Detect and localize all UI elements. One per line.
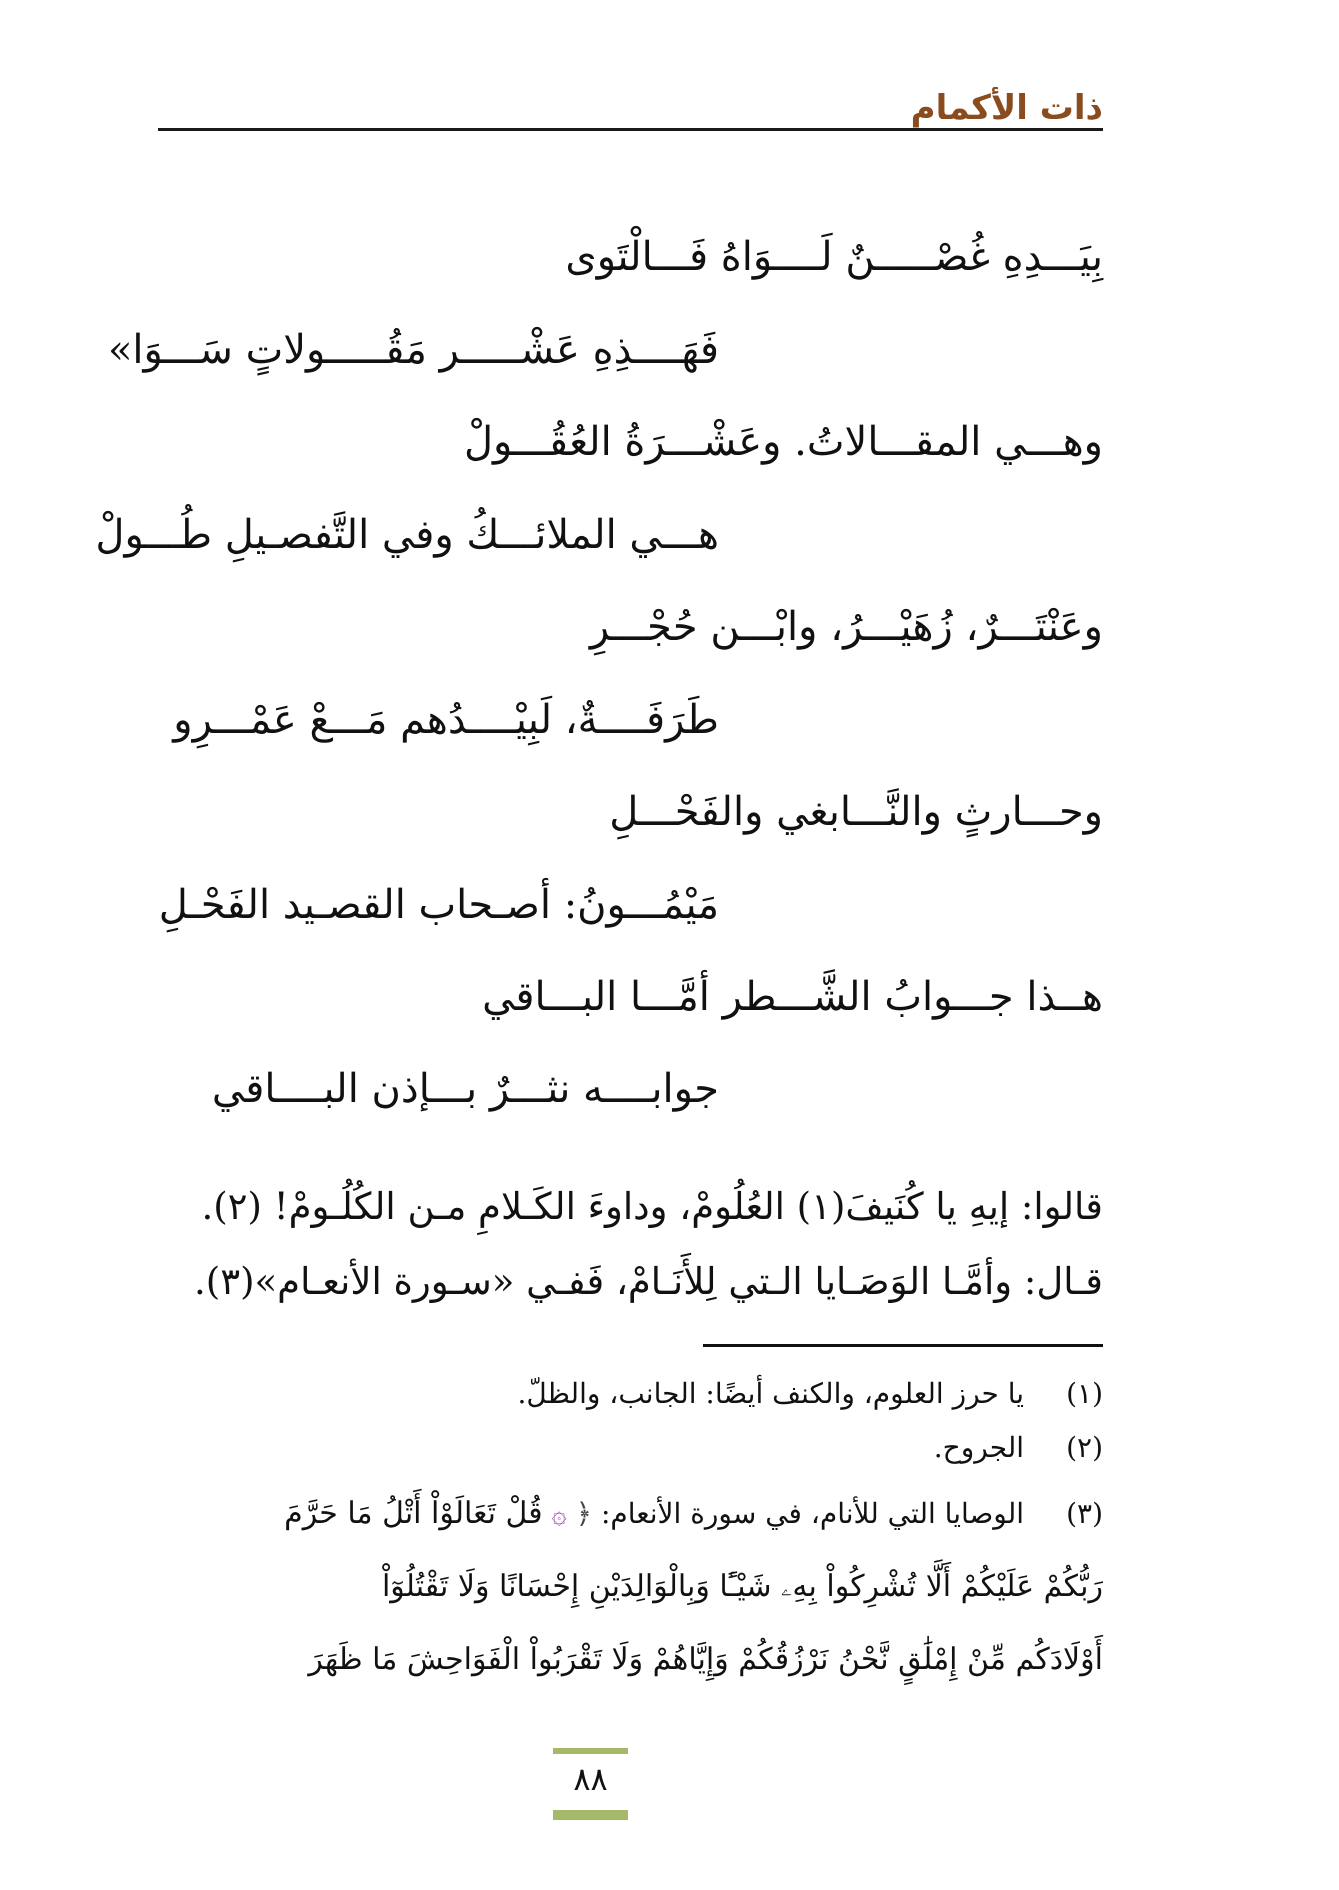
verse-line: مَيْمُـــونُ: أصـحاب القصـيد الفَحْـلِ <box>158 882 719 928</box>
verse-line: وحـــارثٍ والنَّـــابغي والفَحْـــلِ <box>609 789 1103 835</box>
footnote <box>158 1374 1103 1414</box>
verse-line: وهـــي المقـــالاتُ. وعَشْـــرَةُ العُقُـــولْ <box>463 419 1103 465</box>
page-number: ٨٨ <box>573 1760 608 1798</box>
quran-verse-text: أَوْلَادَكُم مِّنْ إِمْلَٰقٍ نَّحْنُ نَرْزُقُكُمْ وَإِيَّاهُمْ وَلَا تَقْرَبُواْ الْفَوَاحِشَ مَا ظَهَرَ <box>308 1642 1103 1677</box>
footnote-text: يا حرز العلوم، والكنف أيضًا: الجانب، والظلّ. <box>517 1377 1025 1410</box>
verse-line: هـــي الملائـــكُ وفي التَّفصـيلِ طُـــولْ <box>95 512 719 558</box>
footnote-separator <box>703 1344 1103 1347</box>
verse-line: جوابــــه نثـــرٌ بـــإذن البــــاقي <box>211 1066 719 1112</box>
verse-line: فَهَــــذِهِ عَشْـــــر مَقُـــــولاتٍ سَـــوَا» <box>107 327 719 373</box>
quran-bracket-open: ﴿ <box>575 1497 593 1530</box>
rub-el-hizb-icon: ۞ <box>551 1500 567 1530</box>
quran-verse-text: رَبُّكُمْ عَلَيْكُمْ أَلَّا تُشْرِكُواْ بِهِۦ شَيْـًٔا وَبِالْوَالِدَيْنِ إِحْسَانًا وَلَا تَقْتُلُوٓاْ <box>381 1569 1103 1604</box>
footnote-text: الوصايا التي للأنام، في سورة الأنعام: <box>600 1497 1025 1530</box>
footnote <box>158 1494 1103 1535</box>
verse-line: هــذا جـــوابُ الشَّـــطر أمَّـــا البـــاقي <box>482 974 1103 1020</box>
verse-line: وعَنْتَـــرٌ، زُهَيْـــرُ، وابْـــن حُجْـــرِ <box>589 604 1103 650</box>
quran-verse-text: قُلْ تَعَالَوْاْ أَتْلُ مَا حَرَّمَ <box>284 1496 543 1531</box>
prose-line: قالوا: إيهِ يا كُنَيفَ(١) العُلُومْ، وداوءَ الكَـلامِ مـن الكُلُـومْ! (٢). <box>201 1185 1103 1228</box>
running-header-title: ذات الأكمام <box>910 88 1103 128</box>
header-rule <box>158 128 1103 131</box>
footnote-number: (٢) <box>1066 1431 1103 1464</box>
footnote-number: (١) <box>1066 1377 1103 1410</box>
footnote-text: الجروح. <box>933 1431 1025 1464</box>
footnote <box>158 1428 1103 1468</box>
verse-line: طَرَفَــــةٌ، لَبِيْــــدُهم مَـــعْ عَمْـــرِو <box>173 697 719 743</box>
page-number-bar-bottom <box>553 1810 628 1820</box>
footnote-number: (٣) <box>1066 1497 1103 1530</box>
verse-line: بِيَـــدِهِ غُصْـــــنٌ لَــــوَاهُ فَـــالْتَوى <box>565 234 1103 280</box>
prose-line: قـال: وأمَّـا الوَصَـايا الـتي لِلأَنَـامْ، فَفـي «سـورة الأنعـام»(٣). <box>194 1260 1103 1303</box>
page-number-bar-top <box>553 1748 628 1754</box>
